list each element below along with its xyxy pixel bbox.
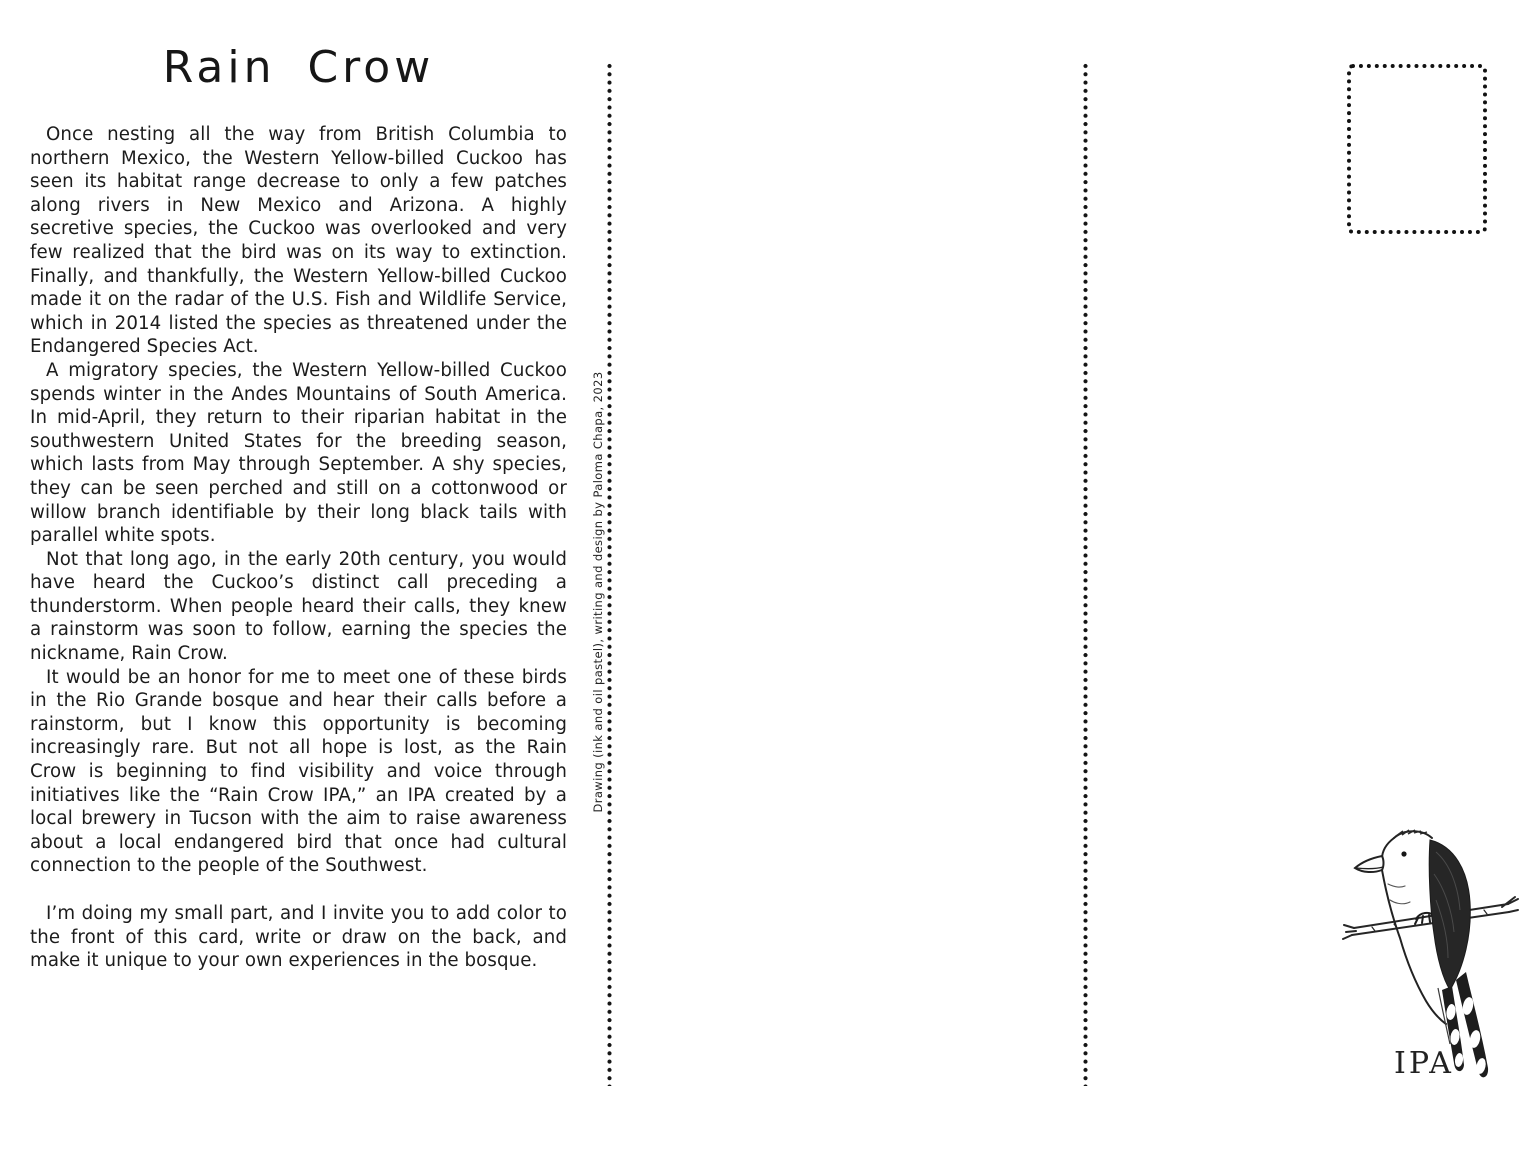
ipa-label: IPA bbox=[1394, 1046, 1454, 1081]
dotted-divider-left bbox=[607, 62, 612, 1086]
dotted-divider-right bbox=[1083, 62, 1088, 1086]
page-title: Rain Crow bbox=[162, 42, 435, 93]
body-text bbox=[30, 123, 567, 973]
cuckoo-sketch-icon bbox=[1342, 820, 1520, 1098]
paragraph: A migratory species, the Western Yellow-billed Cuckoo spends winter in the Andes Mountains of South America. In mid-April, they return to their riparian habitat in the southwestern United States for the breeding season, which lasts from May through September. A shy species, they can be seen perched and still on a cottonwood or willow branch identifiable by their long black tails with parallel white spots. bbox=[30, 359, 567, 547]
stamp-box bbox=[1347, 64, 1487, 234]
paragraph: It would be an honor for me to meet one of these birds in the Rio Grande bosque and hear their calls before a rainstorm, but I know this opportunity is becoming increasingly rare. But not all hope is lost, as the Rain Crow is beginning to find visibility and voice through initiatives like the “Rain Crow IPA,” an IPA created by a local brewery in Tucson with the aim to raise awareness about a local endangered bird that once had cultural connection to the people of the Southwest. bbox=[30, 666, 567, 877]
bird-illustration bbox=[1342, 820, 1520, 1098]
essay-column bbox=[30, 42, 567, 973]
paragraph: I’m doing my small part, and I invite you to add color to the front of this card, write or draw on the back, and make it unique to your own experiences in the bosque. bbox=[30, 903, 567, 972]
paragraph: Once nesting all the way from British Columbia to northern Mexico, the Western Yellow-billed Cuckoo has seen its habitat range decrease to only a few patches along rivers in New Mexico and Arizona. A highly secretive species, the Cuckoo was overlooked and very few realized that the bird was on its way to extinction. Finally, and thankfully, the Western Yellow-billed Cuckoo made it on the radar of the U.S. Fish and Wildlife Service, which in 2014 listed the species as threatened under the Endangered Species Act. bbox=[30, 124, 567, 358]
credit-text: Drawing (ink and oil pastel), writing and design by Paloma Chapa, 2023 bbox=[591, 371, 605, 813]
paragraph: Not that long ago, in the early 20th century, you would have heard the Cuckoo’s distinct call preceding a thunderstorm. When people heard their calls, they knew a rainstorm was soon to follow, earning the species the nickname, Rain Crow. bbox=[30, 548, 567, 665]
